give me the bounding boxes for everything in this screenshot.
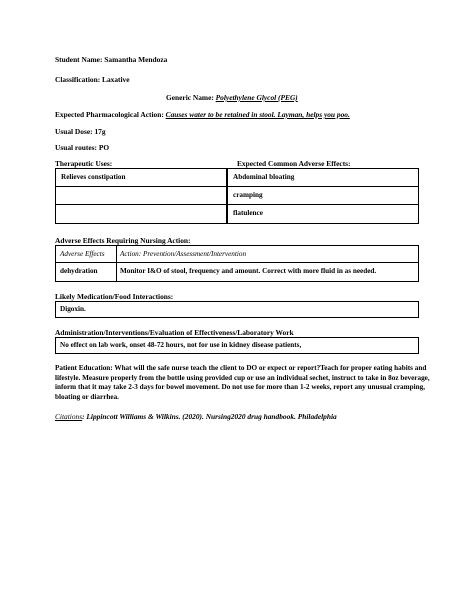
expected-adverse-header: Expected Common Adverse Effects: <box>237 159 351 168</box>
usual-dose-line <box>55 127 106 136</box>
student-name-label: Student Name: <box>55 55 103 64</box>
student-name-value: Samantha Mendoza <box>104 55 168 64</box>
usual-routes-line <box>55 143 109 152</box>
classification-line <box>55 75 130 84</box>
nursing-action-table <box>55 245 419 282</box>
nursing-row-effect: dehydration <box>60 267 98 275</box>
usual-dose-label: Usual Dose: <box>55 127 93 136</box>
patient-education-text: What will the safe nurse teach the client to DO or expect or report?Teach for proper eating habits and lifestyle. Measure properly from the bottle using provided cup or use an individual sechet, instruct to take in 8oz beverage, inform that it may take 2-3 days for bowel movement. Do not use for more than 1-2 weeks, report any unusual cramping, bloating or diarrhea. <box>55 364 430 401</box>
administration-header: Administration/Interventions/Evaluation of Effectiveness/Laboratory Work <box>55 328 294 337</box>
interactions-value: Digoxin. <box>60 305 86 313</box>
administration-value: No effect on lab work, onset 48-72 hours, not for use in kidney disease patients, <box>60 341 302 349</box>
citations-label: Citations <box>55 412 83 421</box>
therapeutic-uses-header: Therapeutic Uses: <box>55 159 113 168</box>
usual-routes-value: PO <box>98 143 110 152</box>
citations-text: : Lippincott Williams & Wilkins. (2020). Nursing2020 drug handbook. Philadelphia <box>82 412 337 421</box>
generic-name-line <box>166 93 298 102</box>
adverse-effects-table <box>227 168 419 224</box>
student-name-line <box>55 55 167 64</box>
patient-education-label: Patient Education: <box>55 364 113 372</box>
therapeutic-uses-table <box>55 168 227 224</box>
adverse-effect-2: cramping <box>233 191 263 199</box>
interactions-box <box>55 301 419 318</box>
action-col-header: Action: Prevention/Assessment/Intervention <box>120 250 247 258</box>
nursing-row-action: Monitor I&O of stool, frequency and amount. Correct with more fluid in as needed. <box>120 267 377 275</box>
expected-action-value: Causes water to be retained in stool. Layman, helps you poo. <box>165 110 350 119</box>
administration-box <box>55 337 419 354</box>
classification-label: Classification: <box>55 75 101 84</box>
classification-value: Laxative <box>102 75 130 84</box>
expected-action-label: Expected Pharmacological Action: <box>55 110 164 119</box>
adverse-effect-1: Abdominal bloating <box>233 173 295 181</box>
therapeutic-use-1: Relieves constipation <box>61 173 126 181</box>
generic-name-label: Generic Name: <box>166 93 214 102</box>
adverse-effect-3: flatulence <box>233 209 263 217</box>
usual-dose-value: 17g <box>94 127 106 136</box>
patient-education <box>55 364 433 402</box>
citations-line <box>55 412 337 421</box>
nursing-action-header: Adverse Effects Requiring Nursing Action: <box>55 236 191 245</box>
adverse-effects-col-header: Adverse Effects <box>60 250 105 258</box>
expected-action-line <box>55 110 350 119</box>
interactions-header: Likely Medication/Food Interactions: <box>55 292 174 301</box>
usual-routes-label: Usual routes: <box>55 143 97 152</box>
generic-name-value: Polyethylene Glycol (PEG) <box>215 93 298 102</box>
